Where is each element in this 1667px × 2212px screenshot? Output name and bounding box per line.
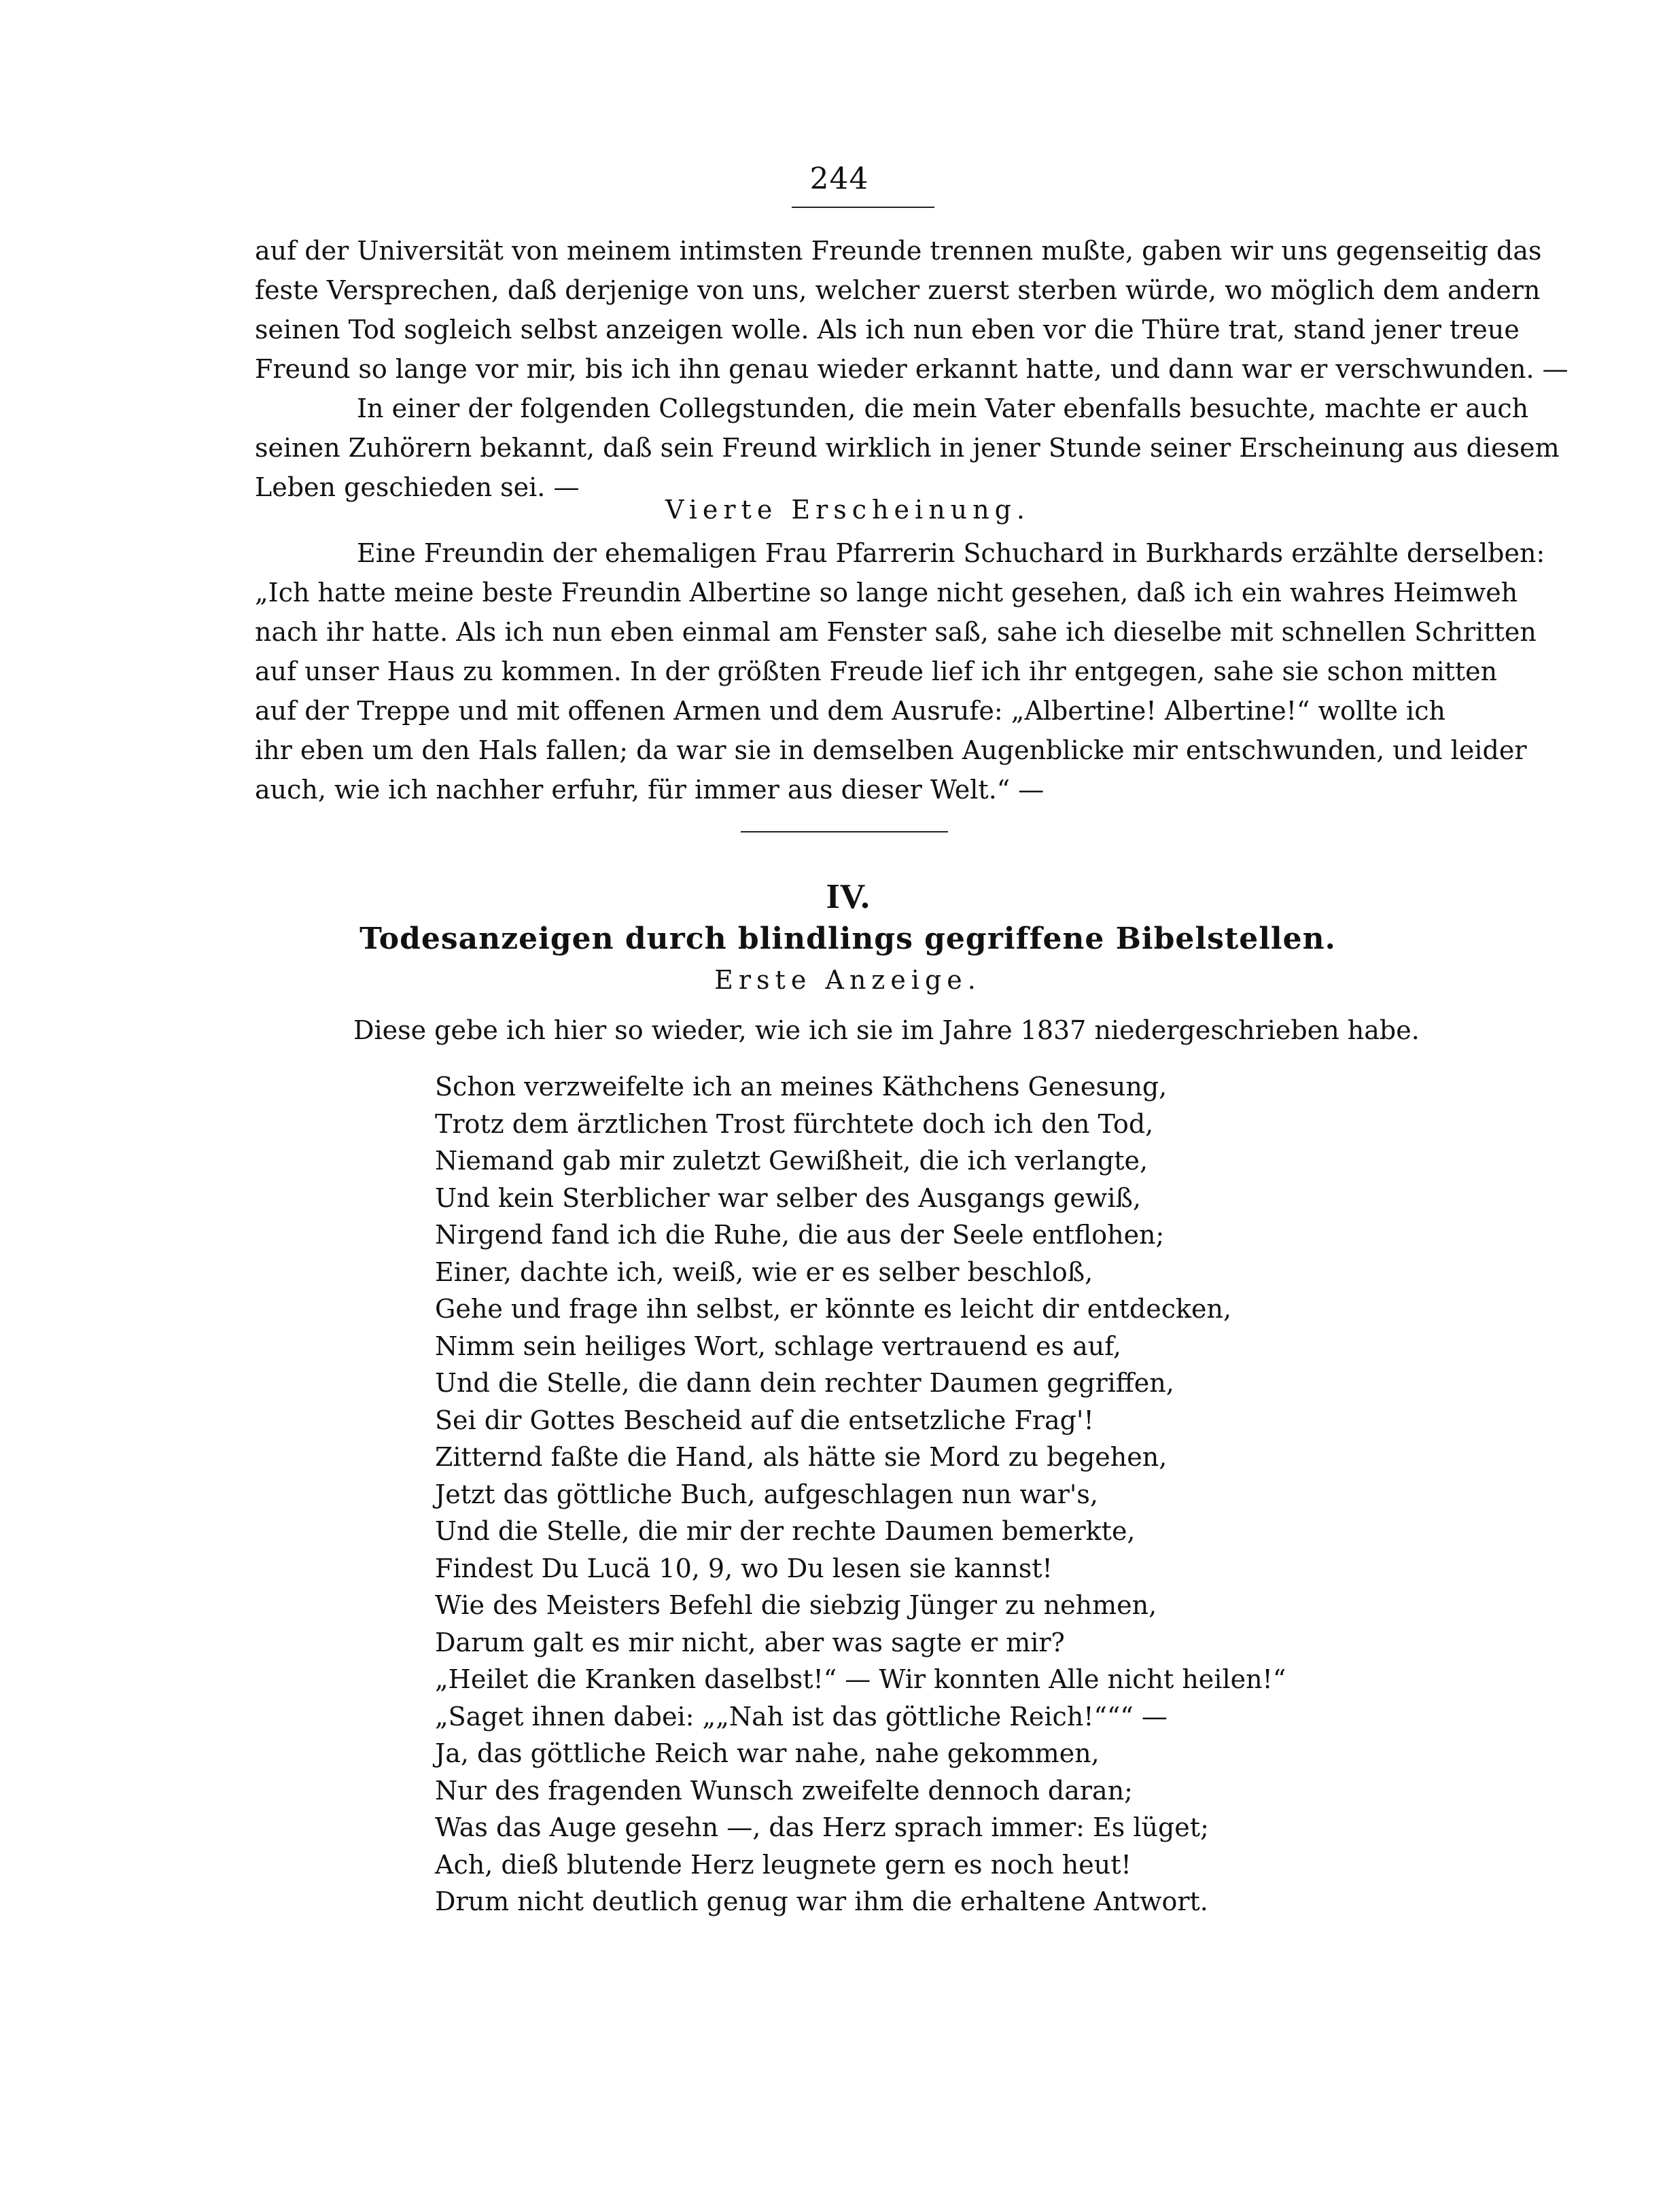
poem-line: Schon verzweifelte ich an meines Käthchens Genesung, <box>435 1072 1168 1102</box>
page-number-rule <box>792 207 934 208</box>
text-line: auch, wie ich nachher erfuhr, für immer aus dieser Welt.“ — <box>255 775 1045 805</box>
poem-line: Nimm sein heiliges Wort, schlage vertrauend es auf, <box>435 1331 1122 1361</box>
poem <box>435 1068 1286 1920</box>
text-line: Leben geschieden sei. — <box>255 472 580 502</box>
poem-line: Ja, das göttliche Reich war nahe, nahe gekommen, <box>435 1738 1100 1768</box>
subheading-fourth-apparition: Vierte Erscheinung. <box>665 495 1031 525</box>
poem-line: Darum galt es mir nicht, aber was sagte er mir? <box>435 1627 1065 1657</box>
poem-line: Zitternd faßte die Hand, als hätte sie Mord zu begehen, <box>435 1442 1168 1472</box>
text-line: seinen Tod sogleich selbst anzeigen wolle. Als ich nun eben vor die Thüre trat, stand jener treue <box>255 315 1520 345</box>
poem-line: Nur des fragenden Wunsch zweifelte dennoch daran; <box>435 1775 1133 1806</box>
text-line: Eine Freundin der ehemaligen Frau Pfarrerin Schuchard in Burkhards erzählte derselben: <box>357 538 1545 568</box>
poem-line: Ach, dieß blutende Herz leugnete gern es noch heut! <box>435 1849 1131 1880</box>
poem-line: Findest Du Lucä 10, 9, wo Du lesen sie kannst! <box>435 1553 1053 1583</box>
text-line: auf der Universität von meinem intimsten Freunde trennen mußte, gaben wir uns gegenseitig das <box>255 236 1542 266</box>
poem-line: Nirgend fand ich die Ruhe, die aus der Seele entflohen; <box>435 1220 1165 1250</box>
section-numeral: IV. <box>826 877 870 916</box>
page-number: 244 <box>809 162 869 196</box>
text-line: ihr eben um den Hals fallen; da war sie in demselben Augenblicke mir entschwunden, und leider <box>255 735 1527 765</box>
poem-line: Jetzt das göttliche Buch, aufgeschlagen nun war's, <box>435 1479 1098 1509</box>
poem-line: „Saget ihnen dabei: „„Nah ist das göttliche Reich!“““ — <box>435 1701 1168 1732</box>
paragraph-continued <box>255 231 1568 507</box>
section-title: Todesanzeigen durch blindlings gegriffene Bibelstellen. <box>359 921 1336 956</box>
text-line: feste Versprechen, daß derjenige von uns, welcher zuerst sterben würde, wo möglich dem andern <box>255 275 1541 305</box>
poem-line: Trotz dem ärztlichen Trost fürchtete doch ich den Tod, <box>435 1108 1154 1139</box>
poem-line: Und kein Sterblicher war selber des Ausgangs gewiß, <box>435 1182 1141 1213</box>
paragraph-fourth-apparition <box>255 533 1545 809</box>
poem-line: Und die Stelle, die dann dein rechter Daumen gegriffen, <box>435 1368 1174 1398</box>
poem-line: Was das Auge gesehn —, das Herz sprach immer: Es lüget; <box>435 1812 1209 1842</box>
text-line: auf der Treppe und mit offenen Armen und dem Ausrufe: „Albertine! Albertine!“ wollte ich <box>255 696 1445 726</box>
section-subheading: Erste Anzeige. <box>714 965 981 995</box>
poem-line: Wie des Meisters Befehl die siebzig Jünger zu nehmen, <box>435 1590 1157 1620</box>
poem-line: Und die Stelle, die mir der rechte Daumen bemerkte, <box>435 1516 1136 1546</box>
text-line: Freund so lange vor mir, bis ich ihn genau wieder erkannt hatte, und dann war er verschwunden. — <box>255 354 1568 384</box>
poem-line: Niemand gab mir zuletzt Gewißheit, die ich verlangte, <box>435 1146 1148 1176</box>
poem-line: „Heilet die Kranken daselbst!“ — Wir konnten Alle nicht heilen!“ <box>435 1664 1286 1694</box>
text-line: auf unser Haus zu kommen. In der größten Freude lief ich ihr entgegen, sahe sie schon mitten <box>255 656 1498 686</box>
text-line: „Ich hatte meine beste Freundin Albertine so lange nicht gesehen, daß ich ein wahres Heimweh <box>255 578 1518 608</box>
poem-line: Einer, dachte ich, weiß, wie er es selber beschloß, <box>435 1257 1093 1287</box>
poem-line: Drum nicht deutlich genug war ihm die erhaltene Antwort. <box>435 1886 1208 1916</box>
section-intro: Diese gebe ich hier so wieder, wie ich sie im Jahre 1837 niedergeschrieben habe. <box>353 1015 1420 1045</box>
text-line: seinen Zuhörern bekannt, daß sein Freund wirklich in jener Stunde seiner Erscheinung aus diesem <box>255 433 1560 463</box>
poem-line: Gehe und frage ihn selbst, er könnte es leicht dir entdecken, <box>435 1294 1232 1324</box>
poem-line: Sei dir Gottes Bescheid auf die entsetzliche Frag'! <box>435 1405 1094 1435</box>
text-line: In einer der folgenden Collegstunden, die mein Vater ebenfalls besuchte, machte er auch <box>357 393 1529 423</box>
section-separator-rule <box>741 831 948 832</box>
text-line: nach ihr hatte. Als ich nun eben einmal am Fenster saß, sahe ich dieselbe mit schnellen Schritten <box>255 617 1537 647</box>
